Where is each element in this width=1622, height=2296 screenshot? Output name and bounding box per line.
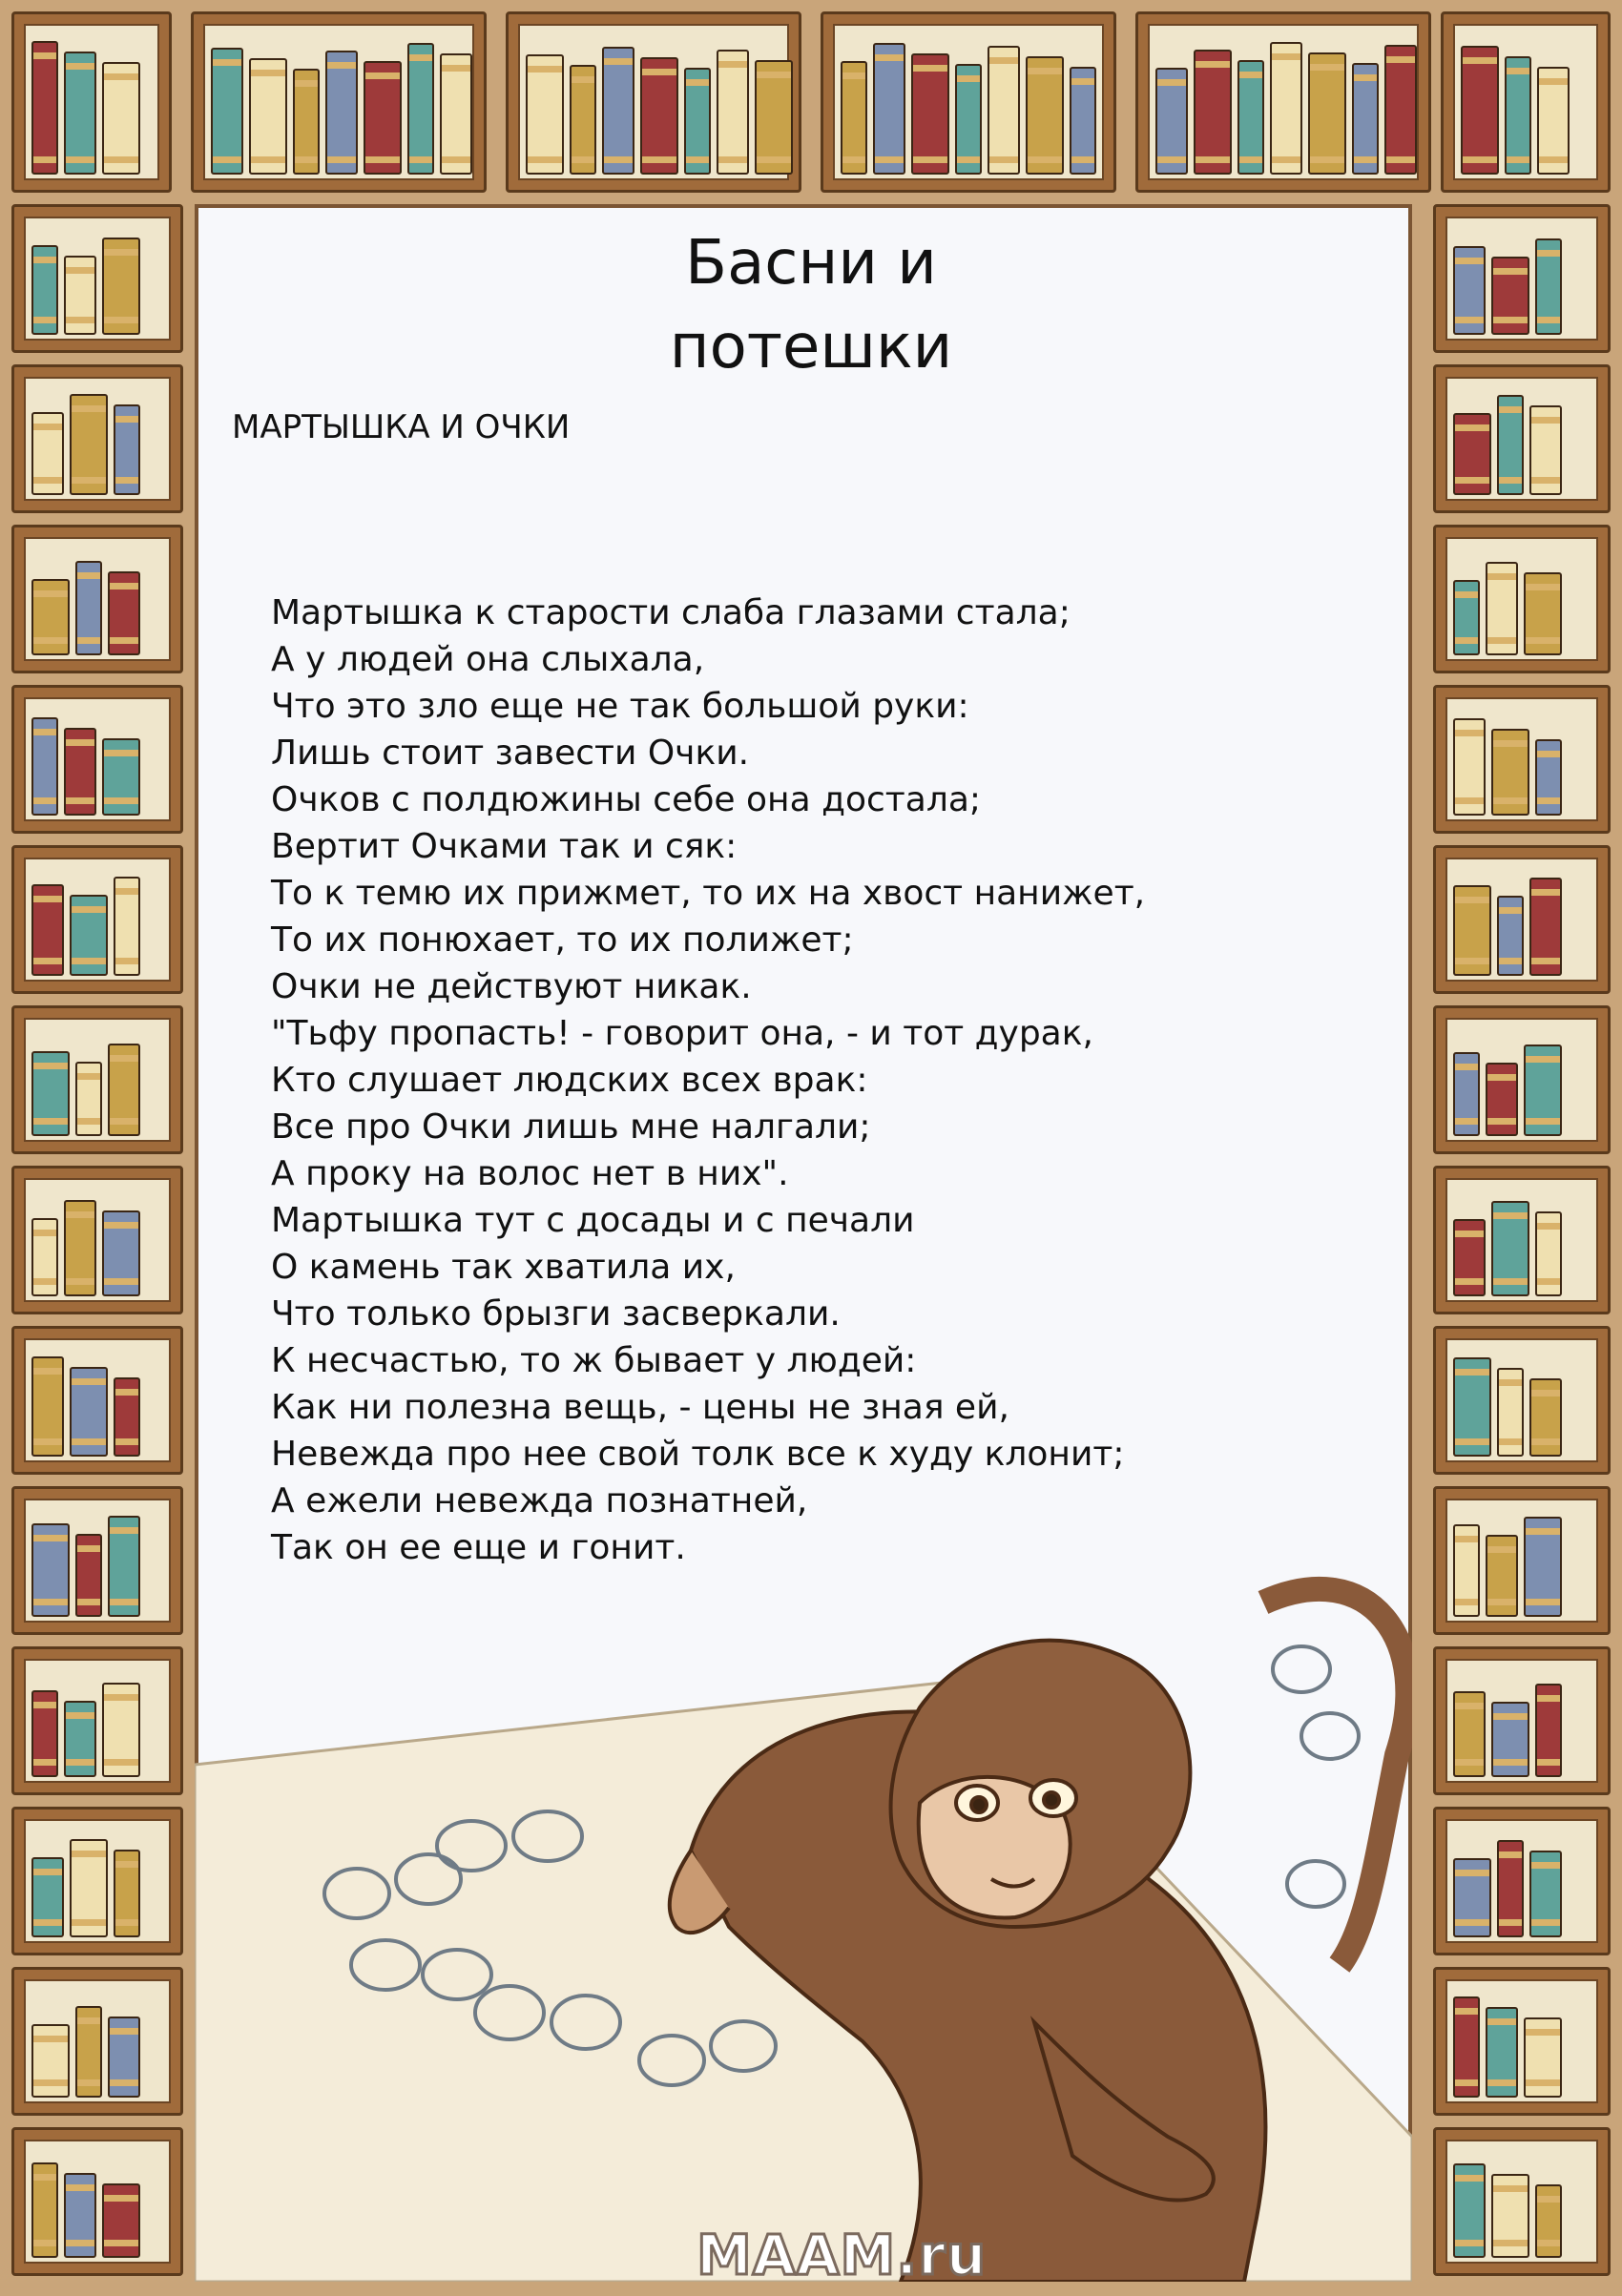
book-spine bbox=[1491, 729, 1529, 816]
book-spine bbox=[1453, 1052, 1480, 1136]
book-spine bbox=[1453, 1219, 1486, 1296]
book-spine bbox=[1491, 1201, 1529, 1296]
book-spine bbox=[364, 61, 402, 175]
page-title-line-2: потешки bbox=[669, 312, 953, 383]
book-spine bbox=[602, 47, 634, 175]
book-spine bbox=[102, 2183, 140, 2258]
book-spine bbox=[31, 1356, 64, 1457]
book-spine bbox=[1529, 1851, 1562, 1937]
page-title-line-1: Басни и bbox=[685, 228, 937, 299]
book-spine bbox=[1505, 56, 1531, 175]
book-spine bbox=[108, 571, 140, 655]
book-spine bbox=[1497, 1840, 1524, 1937]
book-spine bbox=[1535, 2184, 1562, 2258]
book-spine bbox=[640, 57, 678, 175]
book-spine bbox=[31, 1218, 58, 1296]
shelf-cubby bbox=[506, 11, 801, 193]
shelf-cubby bbox=[1441, 11, 1611, 193]
book-spine bbox=[407, 43, 434, 175]
shelf-cubby bbox=[191, 11, 487, 193]
book-spine bbox=[31, 1051, 70, 1136]
book-spine bbox=[1529, 405, 1562, 495]
poem-line: Кто слушает людских всех врак: bbox=[271, 1061, 868, 1100]
book-spine bbox=[31, 41, 58, 175]
shelf-cubby bbox=[11, 1326, 183, 1475]
shelf-cubby bbox=[1433, 1807, 1611, 1955]
book-spine bbox=[64, 2173, 96, 2258]
book-spine bbox=[1453, 580, 1480, 655]
book-spine bbox=[114, 404, 140, 495]
book-spine bbox=[1486, 562, 1518, 655]
poem-line: То их понюхает, то их полижет; bbox=[271, 920, 854, 960]
shelf-cubby bbox=[11, 1807, 183, 1955]
shelf-cubby bbox=[1433, 1005, 1611, 1154]
page-title bbox=[0, 221, 1622, 389]
shelf-cubby bbox=[1433, 1486, 1611, 1635]
book-spine bbox=[1384, 45, 1417, 175]
book-spine bbox=[1537, 67, 1570, 175]
book-spine bbox=[1352, 63, 1379, 175]
poem-line: А ежели невежда познатней, bbox=[271, 1481, 808, 1520]
book-spine bbox=[1453, 885, 1491, 976]
book-spine bbox=[1491, 2174, 1529, 2258]
poem-line: Что только брызги засверкали. bbox=[271, 1294, 841, 1334]
book-spine bbox=[1486, 1535, 1518, 1617]
book-spine bbox=[1308, 52, 1346, 175]
book-spine bbox=[31, 579, 70, 655]
book-spine bbox=[955, 64, 982, 175]
shelf-cubby bbox=[1433, 1646, 1611, 1795]
book-spine bbox=[75, 2006, 102, 2098]
poem-line: О камень так хватила их, bbox=[271, 1248, 736, 1287]
shelf-cubby bbox=[11, 685, 183, 834]
book-spine bbox=[64, 1200, 96, 1296]
book-spine bbox=[1155, 68, 1188, 175]
book-spine bbox=[211, 48, 243, 175]
book-spine bbox=[114, 1377, 140, 1457]
book-spine bbox=[755, 60, 793, 175]
poem-line: Так он ее еще и гонит. bbox=[271, 1528, 686, 1567]
book-spine bbox=[31, 412, 64, 495]
poem-text bbox=[271, 590, 1145, 1571]
book-spine bbox=[108, 1516, 140, 1617]
book-spine bbox=[64, 728, 96, 816]
book-spine bbox=[114, 1850, 140, 1937]
book-spine bbox=[440, 53, 472, 175]
book-spine bbox=[1453, 1357, 1491, 1457]
book-spine bbox=[70, 895, 108, 976]
book-spine bbox=[108, 1044, 140, 1136]
book-spine bbox=[1524, 1517, 1562, 1617]
fable-title: МАРТЫШКА И ОЧКИ bbox=[232, 408, 571, 446]
poem-line: А у людей она слыхала, bbox=[271, 640, 705, 679]
book-spine bbox=[1453, 413, 1491, 495]
book-spine bbox=[31, 2024, 70, 2098]
shelf-cubby bbox=[11, 2127, 183, 2276]
shelf-cubby bbox=[1433, 685, 1611, 834]
book-spine bbox=[31, 1857, 64, 1937]
book-spine bbox=[1497, 1368, 1524, 1457]
shelf-cubby bbox=[821, 11, 1116, 193]
book-spine bbox=[1529, 1378, 1562, 1457]
book-spine bbox=[873, 43, 905, 175]
book-spine bbox=[1453, 718, 1486, 816]
book-spine bbox=[1524, 2017, 1562, 2098]
book-spine bbox=[526, 54, 564, 175]
shelf-cubby bbox=[11, 1486, 183, 1635]
shelf-cubby bbox=[11, 525, 183, 673]
book-spine bbox=[293, 69, 320, 175]
book-spine bbox=[1453, 1996, 1480, 2098]
shelf-cubby bbox=[1433, 1166, 1611, 1314]
shelf-cubby bbox=[1433, 2127, 1611, 2276]
poem-line: Очков с полдюжины себе она достала; bbox=[271, 780, 982, 819]
book-spine bbox=[1535, 1684, 1562, 1777]
book-spine bbox=[1194, 50, 1232, 175]
book-spine bbox=[1535, 739, 1562, 816]
shelf-cubby bbox=[11, 1646, 183, 1795]
book-spine bbox=[1497, 896, 1524, 976]
book-spine bbox=[1497, 395, 1524, 495]
shelf-cubby bbox=[11, 845, 183, 994]
book-spine bbox=[102, 738, 140, 816]
shelf-cubby bbox=[11, 11, 172, 193]
poem-line: Все про Очки лишь мне налгали; bbox=[271, 1107, 871, 1147]
book-spine bbox=[70, 1367, 108, 1457]
book-spine bbox=[64, 1701, 96, 1777]
book-spine bbox=[1453, 2163, 1486, 2258]
poem-line: Что это зло еще не так большой руки: bbox=[271, 687, 969, 726]
book-spine bbox=[684, 68, 711, 175]
maam-watermark: MAAM.ru bbox=[697, 2223, 988, 2287]
book-spine bbox=[31, 884, 64, 976]
book-spine bbox=[75, 1062, 102, 1136]
book-spine bbox=[1026, 56, 1064, 175]
shelf-cubby bbox=[1433, 1326, 1611, 1475]
book-spine bbox=[31, 717, 58, 816]
poem-line: Мартышка к старости слаба глазами стала; bbox=[271, 593, 1071, 632]
shelf-cubby bbox=[1433, 845, 1611, 994]
book-spine bbox=[1491, 1702, 1529, 1777]
poem-line: Мартышка тут с досады и с печали bbox=[271, 1201, 915, 1240]
book-spine bbox=[1486, 1063, 1518, 1136]
shelf-cubby bbox=[1135, 11, 1431, 193]
book-spine bbox=[114, 877, 140, 976]
poem-line: Невежда про нее свой толк все к худу клонит; bbox=[271, 1435, 1125, 1474]
poem-line: Вертит Очками так и сяк: bbox=[271, 827, 738, 866]
book-spine bbox=[70, 394, 108, 495]
book-spine bbox=[1270, 42, 1302, 175]
poem-line: Лишь стоит завести Очки. bbox=[271, 734, 750, 773]
shelf-cubby bbox=[1433, 1967, 1611, 2116]
book-spine bbox=[31, 1523, 70, 1617]
book-spine bbox=[102, 1210, 140, 1296]
book-spine bbox=[841, 61, 867, 175]
book-spine bbox=[31, 1690, 58, 1777]
poem-line: "Тьфу пропасть! - говорит она, - и тот дурак, bbox=[271, 1014, 1093, 1053]
book-spine bbox=[1529, 878, 1562, 976]
book-spine bbox=[70, 1839, 108, 1937]
poem-line: Как ни полезна вещь, - цены не зная ей, bbox=[271, 1388, 1009, 1427]
book-spine bbox=[1453, 1524, 1480, 1617]
book-spine bbox=[717, 50, 749, 175]
book-spine bbox=[64, 52, 96, 175]
shelf-cubby bbox=[11, 1005, 183, 1154]
book-spine bbox=[988, 46, 1020, 175]
book-spine bbox=[75, 561, 102, 655]
book-spine bbox=[1237, 60, 1264, 175]
shelf-cubby bbox=[1433, 525, 1611, 673]
book-spine bbox=[911, 53, 949, 175]
book-spine bbox=[1524, 1045, 1562, 1136]
book-spine bbox=[1535, 1211, 1562, 1296]
book-spine bbox=[325, 51, 358, 175]
book-spine bbox=[75, 1534, 102, 1617]
shelf-cubby bbox=[11, 1967, 183, 2116]
book-spine bbox=[1486, 2007, 1518, 2098]
book-spine bbox=[102, 62, 140, 175]
shelf-cubby bbox=[11, 1166, 183, 1314]
book-spine bbox=[102, 1683, 140, 1777]
book-spine bbox=[1070, 67, 1096, 175]
book-spine bbox=[1524, 572, 1562, 655]
monkey-illustration bbox=[195, 1564, 1412, 2282]
book-spine bbox=[1453, 1858, 1491, 1937]
book-spine bbox=[1453, 1691, 1486, 1777]
book-spine bbox=[570, 65, 596, 175]
poem-line: А проку на волос нет в них". bbox=[271, 1154, 789, 1193]
book-spine bbox=[249, 58, 287, 175]
book-spine bbox=[1461, 46, 1499, 175]
book-spine bbox=[108, 2017, 140, 2098]
poem-line: Очки не действуют никак. bbox=[271, 967, 752, 1006]
book-spine bbox=[31, 2162, 58, 2258]
poem-line: То к темю их прижмет, то их на хвост нанижет, bbox=[271, 874, 1146, 913]
poem-line: К несчастью, то ж бывает у людей: bbox=[271, 1341, 917, 1380]
